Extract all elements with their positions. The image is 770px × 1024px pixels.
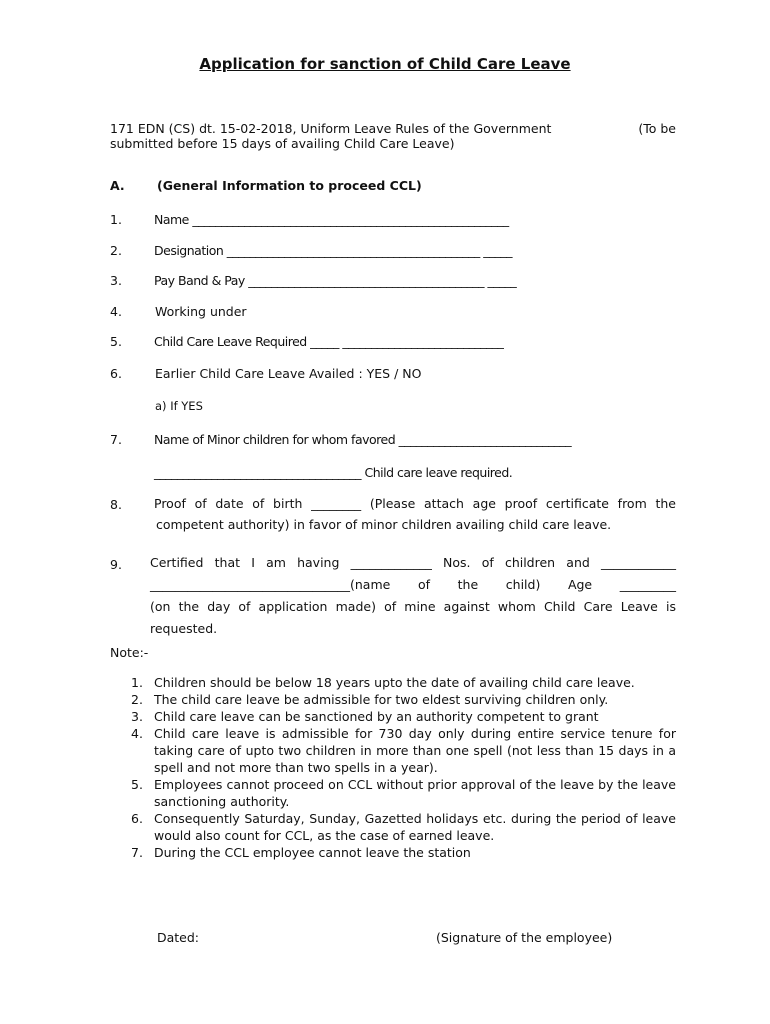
note-item <box>131 776 676 810</box>
minor-children-field[interactable]: Name of Minor children for whom favored ______________________________ <box>154 432 572 447</box>
child-care-leave-required-field[interactable]: ____________________________________ Child care leave required. <box>154 465 513 480</box>
if-yes-label: a) If YES <box>155 399 203 413</box>
pay-band-field[interactable]: Pay Band & Pay _________________________________________ _____ <box>154 273 517 288</box>
item-9-line1: Certified that I am having _____________ Nos. of children and ____________ <box>150 555 676 570</box>
item-2-number: 2. <box>110 243 122 258</box>
note-text: The child care leave be admissible for two eldest surviving children only. <box>154 692 609 707</box>
working-under-field[interactable]: Working under <box>155 304 247 319</box>
item-3-number: 3. <box>110 273 122 288</box>
item-9-line4: requested. <box>150 621 218 636</box>
note-item <box>131 708 676 725</box>
earlier-ccl-field[interactable]: Earlier Child Care Leave Availed : YES / NO <box>155 366 422 381</box>
note-number: 4. <box>131 726 143 741</box>
note-text: Employees cannot proceed on CCL without prior approval of the leave by the leave sanctioning authority. <box>154 777 676 809</box>
intro-line1-right: (To be <box>638 121 676 136</box>
note-label: Note:- <box>110 645 149 660</box>
item-9-line2: ________________________________(name of the child) Age _________ <box>150 577 676 592</box>
designation-field[interactable]: Designation ____________________________________________ _____ <box>154 243 512 258</box>
name-field[interactable]: Name _______________________________________________________ <box>154 212 509 227</box>
section-a-heading: (General Information to proceed CCL) <box>157 178 422 193</box>
item-7-number: 7. <box>110 432 122 447</box>
ccl-required-field[interactable]: Child Care Leave Required _____ ____________________________ <box>154 334 504 349</box>
dated-field[interactable]: Dated: <box>157 930 200 945</box>
document-title: Application for sanction of Child Care Leave <box>199 55 571 73</box>
item-1-number: 1. <box>110 212 122 227</box>
note-item <box>131 810 676 844</box>
intro-paragraph <box>110 121 676 151</box>
item-8-line2: competent authority) in favor of minor children availing child care leave. <box>156 517 612 532</box>
note-item <box>131 691 676 708</box>
item-9-number: 9. <box>110 557 122 572</box>
note-number: 5. <box>131 777 143 792</box>
intro-line1-left: 171 EDN (CS) dt. 15-02-2018, Uniform Leave Rules of the Government <box>110 121 552 136</box>
note-item <box>131 844 676 861</box>
note-text: Child care leave can be sanctioned by an authority competent to grant <box>154 709 599 724</box>
certification-field[interactable] <box>150 552 676 640</box>
note-item <box>131 674 676 691</box>
item-5-number: 5. <box>110 334 122 349</box>
proof-of-dob-field[interactable] <box>154 493 676 535</box>
item-8-number: 8. <box>110 497 122 512</box>
notes-list <box>131 674 676 861</box>
item-6-number: 6. <box>110 366 122 381</box>
employee-signature-field[interactable]: (Signature of the employee) <box>436 930 613 945</box>
intro-line2: submitted before 15 days of availing Child Care Leave) <box>110 136 455 151</box>
note-number: 1. <box>131 675 143 690</box>
item-8-line1: Proof of date of birth ________ (Please attach age proof certificate from the <box>154 496 676 511</box>
note-number: 7. <box>131 845 143 860</box>
note-item <box>131 725 676 776</box>
note-text: Child care leave is admissible for 730 day only during entire service tenure for taking care of upto two children in more than one spell (not less than 15 days in a spell and not more than two spells in a year). <box>154 726 676 775</box>
note-number: 2. <box>131 692 143 707</box>
note-number: 6. <box>131 811 143 826</box>
note-text: Consequently Saturday, Sunday, Gazetted holidays etc. during the period of leave would also count for CCL, as the case of earned leave. <box>154 811 676 843</box>
note-number: 3. <box>131 709 143 724</box>
section-a-label: A. <box>110 178 125 193</box>
note-text: Children should be below 18 years upto the date of availing child care leave. <box>154 675 635 690</box>
item-9-line3: (on the day of application made) of mine against whom Child Care Leave is <box>150 599 676 614</box>
item-4-number: 4. <box>110 304 122 319</box>
note-text: During the CCL employee cannot leave the station <box>154 845 471 860</box>
